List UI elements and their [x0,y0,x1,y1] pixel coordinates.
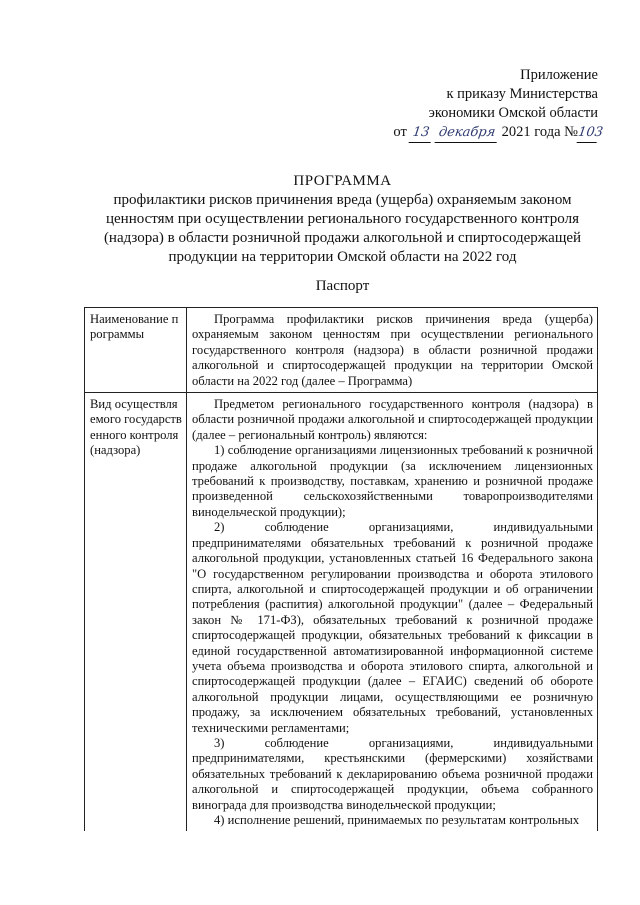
row-label: Вид осуществляемого государственного контроля (надзора) [85,393,187,832]
appendix-date-line [393,123,604,143]
appendix-line-3: экономики Омской области [428,105,598,121]
appendix-line-2: к приказу Министерства [446,86,598,102]
paragraph: 3) соблюдение организациями, индивидуальными предпринимателями, крестьянскими (фермерскими) хозяйствами обязательных требований к декларированию объема розничной продажи алкогольной и спиртосодержащей продукции, объема собранного винограда для производства винодельческой продукции; [192,735,593,812]
date-prefix: от [393,124,407,140]
table-row [85,308,598,393]
program-title-block [80,172,605,267]
program-title: ПРОГРАММА [293,173,392,189]
program-subtitle: профилактики рисков причинения вреда (ущерба) охраняемым законом ценностям при осуществлении регионального государственного контроля (надзора) в области розничной продажи алкогольной и спиртосодержащей продукции на территории Омской области на 2022 год [103,192,582,265]
handwritten-doc-number: 103 [577,123,600,143]
appendix-block [393,66,604,143]
date-suffix: 2021 года № [501,124,578,140]
row-label: Наименование программы [85,308,187,393]
paragraph: 4) исполнение решений, принимаемых по результатам контрольных [214,813,580,827]
program-name-text: Программа профилактики рисков причинения вреда (ущерба) охраняемым законом ценностям при осуществлении регионального государственного контроля (надзора) в области розничной продажи алкогольной и спиртосодержащей продукции на территории Омской области на 2022 год (далее – Программа) [192,312,593,388]
row-value [187,393,598,832]
passport-table [84,307,598,831]
passport-heading: Паспорт [315,278,370,294]
paragraph: 1) соблюдение организациями лицензионных требований к розничной продаже алкогольной продукции (за исключением лицензионных требований к производству, поставкам, хранению и розничной продаже произведенной сельскохозяйственными товаропроизводителями винодельческой продукции); [192,443,593,519]
handwritten-month: декабря [435,123,500,143]
paragraph: Предметом регионального государственного контроля (надзора) в области розничной продажи алкогольной и спиртосодержащей продукции (далее – региональный контроль) являются: [192,397,593,442]
paragraph: 2) соблюдение организациями, индивидуальными предпринимателями обязательных требований к розничной продаже алкогольной продукции, установленных статьей 16 Федерального закона "О государственном регулировании производства и оборота этилового спирта, алкогольной и спиртосодержащей продукции и об ограничении потребления (распития) алкогольной продукции" (далее – Федеральный закон № 171-ФЗ), обязательных требований к розничной продаже спиртосодержащей продукции, обязательных требований к фиксации в единой государственной автоматизированной информационной системе учета объема производства и оборота этилового спирта, алкогольной и спиртосодержащей продукции (далее – ЕГАИС) сведений об обороте алкогольной продукции лицами, осуществляющими ее розничную продажу, за исключением обязательных требований, установленных техническими регламентами; [192,520,593,735]
handwritten-day: 13 [409,123,434,143]
row-value [187,308,598,393]
table-row [85,393,598,832]
appendix-line-1: Приложение [520,67,598,83]
